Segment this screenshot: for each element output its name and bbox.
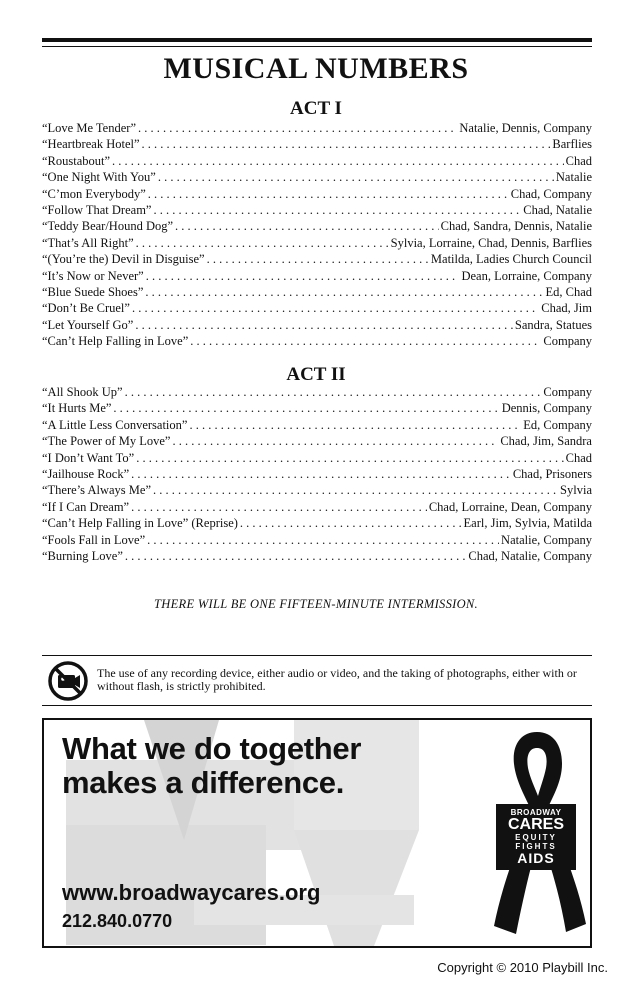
notice-rule-bottom xyxy=(42,705,592,706)
ad-url[interactable]: www.broadwaycares.org xyxy=(62,880,321,905)
musical-number-row xyxy=(42,235,592,251)
ad-headline-line-2: makes a difference. xyxy=(62,765,345,800)
cast-names: Chad xyxy=(565,450,592,465)
song-title: “Burning Love” xyxy=(42,548,123,563)
act-1-number-list xyxy=(42,120,592,349)
page-title: MUSICAL NUMBERS xyxy=(163,52,469,85)
musical-number-row xyxy=(42,450,592,466)
song-title: “C’mon Everybody” xyxy=(42,186,146,201)
cast-names: Ed, Company xyxy=(523,417,592,432)
dot-leader xyxy=(189,417,521,433)
ad-headline xyxy=(62,732,442,800)
dot-leader xyxy=(138,120,457,136)
cast-names: Chad, Prisoners xyxy=(512,466,592,481)
logo-line-3: EQUITY xyxy=(515,833,557,842)
ad-headline-line-1: What we do together xyxy=(62,731,362,766)
dot-leader xyxy=(112,153,564,169)
song-title: “If I Can Dream” xyxy=(42,499,130,514)
song-title: “It Hurts Me” xyxy=(42,401,112,416)
song-title: “(You’re the) Devil in Disguise” xyxy=(42,252,205,267)
no-camera-icon xyxy=(48,661,88,701)
musical-number-row xyxy=(42,153,592,169)
dot-leader xyxy=(190,333,541,349)
logo-line-4: FIGHTS xyxy=(515,842,557,851)
song-title: “Jailhouse Rock” xyxy=(42,466,130,481)
song-title: “It’s Now or Never” xyxy=(42,268,144,283)
header-rule-thin xyxy=(42,46,592,47)
cast-names: Company xyxy=(543,334,592,349)
act-1-heading: ACT I xyxy=(290,98,342,119)
cast-names: Chad, Natalie xyxy=(523,202,592,217)
song-title: “One Night With You” xyxy=(42,170,156,185)
musical-number-row xyxy=(42,548,592,564)
dot-leader xyxy=(172,433,498,449)
broadway-cares-ad xyxy=(42,718,592,948)
song-title: “Teddy Bear/Hound Dog” xyxy=(42,219,174,234)
musical-number-row xyxy=(42,417,592,433)
logo-line-5: AIDS xyxy=(517,850,555,866)
act-2-number-list xyxy=(42,384,592,564)
dot-leader xyxy=(136,450,563,466)
cast-names: Dean, Lorraine, Company xyxy=(461,268,592,283)
cast-names: Chad, Jim, Sandra xyxy=(500,434,592,449)
cast-names: Natalie, Dennis, Company xyxy=(459,121,592,135)
cast-names: Sylvia, Lorraine, Chad, Dennis, Barflies xyxy=(390,235,592,250)
musical-number-row xyxy=(42,384,592,400)
dot-leader xyxy=(145,284,543,300)
dot-leader xyxy=(146,268,460,284)
musical-number-row xyxy=(42,499,592,515)
song-title: “Roustabout” xyxy=(42,153,111,168)
song-title: “Don’t Be Cruel” xyxy=(42,301,130,316)
dot-leader xyxy=(132,300,539,316)
dot-leader xyxy=(207,251,429,267)
song-title: “There’s Always Me” xyxy=(42,483,151,498)
musical-number-row xyxy=(42,532,592,548)
dot-leader xyxy=(125,384,542,400)
act-2-heading: ACT II xyxy=(286,364,346,385)
cast-names: Chad, Company xyxy=(510,186,592,201)
musical-number-row xyxy=(42,515,592,531)
musical-number-row xyxy=(42,136,592,152)
dot-leader xyxy=(175,218,439,234)
intermission-note: THERE WILL BE ONE FIFTEEN-MINUTE INTERMISSION. xyxy=(154,597,478,611)
header-rule-thick xyxy=(42,38,592,42)
dot-leader xyxy=(153,482,558,498)
dot-leader xyxy=(158,169,554,185)
dot-leader xyxy=(147,532,499,548)
musical-number-row xyxy=(42,466,592,482)
song-title: “Follow That Dream” xyxy=(42,202,152,217)
musical-number-row xyxy=(42,333,592,349)
musical-number-row xyxy=(42,186,592,202)
dot-leader xyxy=(113,400,499,416)
song-title: “A Little Less Conversation” xyxy=(42,417,188,432)
cast-names: Ed, Chad xyxy=(545,284,592,299)
dot-leader xyxy=(240,515,462,531)
musical-number-row xyxy=(42,284,592,300)
recording-notice: The use of any recording device, either audio or video, and the taking of photographs, either with or without flash, is strictly prohibited. xyxy=(97,666,577,693)
cast-names: Chad, Lorraine, Dean, Company xyxy=(428,499,592,514)
musical-number-row xyxy=(42,202,592,218)
dot-leader xyxy=(153,202,521,218)
song-title: “Love Me Tender” xyxy=(42,121,136,135)
dot-leader xyxy=(136,235,389,251)
song-title: “That’s All Right” xyxy=(42,235,134,250)
logo-line-1: BROADWAY xyxy=(510,808,562,817)
dot-leader xyxy=(125,548,467,564)
cast-names: Barflies xyxy=(552,137,592,152)
dot-leader xyxy=(148,186,509,202)
song-title: “Blue Suede Shoes” xyxy=(42,284,144,299)
cast-names: Sandra, Statues xyxy=(514,317,592,332)
musical-number-row xyxy=(42,433,592,449)
musical-number-row xyxy=(42,120,592,136)
song-title: “Fools Fall in Love” xyxy=(42,532,146,547)
song-title: “Let Yourself Go” xyxy=(42,317,134,332)
dot-leader xyxy=(135,317,513,333)
logo-line-2: CARES xyxy=(507,816,564,833)
cast-names: Chad, Natalie, Company xyxy=(468,548,592,563)
musical-number-row xyxy=(42,268,592,284)
dot-leader xyxy=(131,466,511,482)
copyright: Copyright © 2010 Playbill Inc. xyxy=(437,960,608,975)
musical-number-row xyxy=(42,317,592,333)
dot-leader xyxy=(142,136,551,152)
broadway-cares-logo xyxy=(496,804,576,870)
cast-names: Sylvia xyxy=(560,483,592,498)
cast-names: Company xyxy=(543,385,592,399)
musical-number-row xyxy=(42,482,592,498)
musical-number-row xyxy=(42,300,592,316)
cast-names: Dennis, Company xyxy=(501,401,592,416)
ad-phone: 212.840.0770 xyxy=(62,911,173,931)
cast-names: Natalie xyxy=(555,170,592,185)
song-title: “Can’t Help Falling in Love” xyxy=(42,334,189,349)
cast-names: Chad, Sandra, Dennis, Natalie xyxy=(440,219,592,234)
cast-names: Chad, Jim xyxy=(541,301,592,316)
song-title: “I Don’t Want To” xyxy=(42,450,135,465)
notice-rule-top xyxy=(42,655,592,656)
musical-number-row xyxy=(42,251,592,267)
musical-number-row xyxy=(42,400,592,416)
cast-names: Matilda, Ladies Church Council xyxy=(430,252,592,267)
song-title: “Can’t Help Falling in Love” (Reprise) xyxy=(42,516,238,531)
song-title: “Heartbreak Hotel” xyxy=(42,137,140,152)
cast-names: Chad xyxy=(565,153,592,168)
song-title: “All Shook Up” xyxy=(42,385,123,399)
cast-names: Natalie, Company xyxy=(501,532,592,547)
song-title: “The Power of My Love” xyxy=(42,434,171,449)
dot-leader xyxy=(131,499,427,515)
cast-names: Earl, Jim, Sylvia, Matilda xyxy=(463,516,592,531)
musical-number-row xyxy=(42,169,592,185)
musical-number-row xyxy=(42,218,592,234)
